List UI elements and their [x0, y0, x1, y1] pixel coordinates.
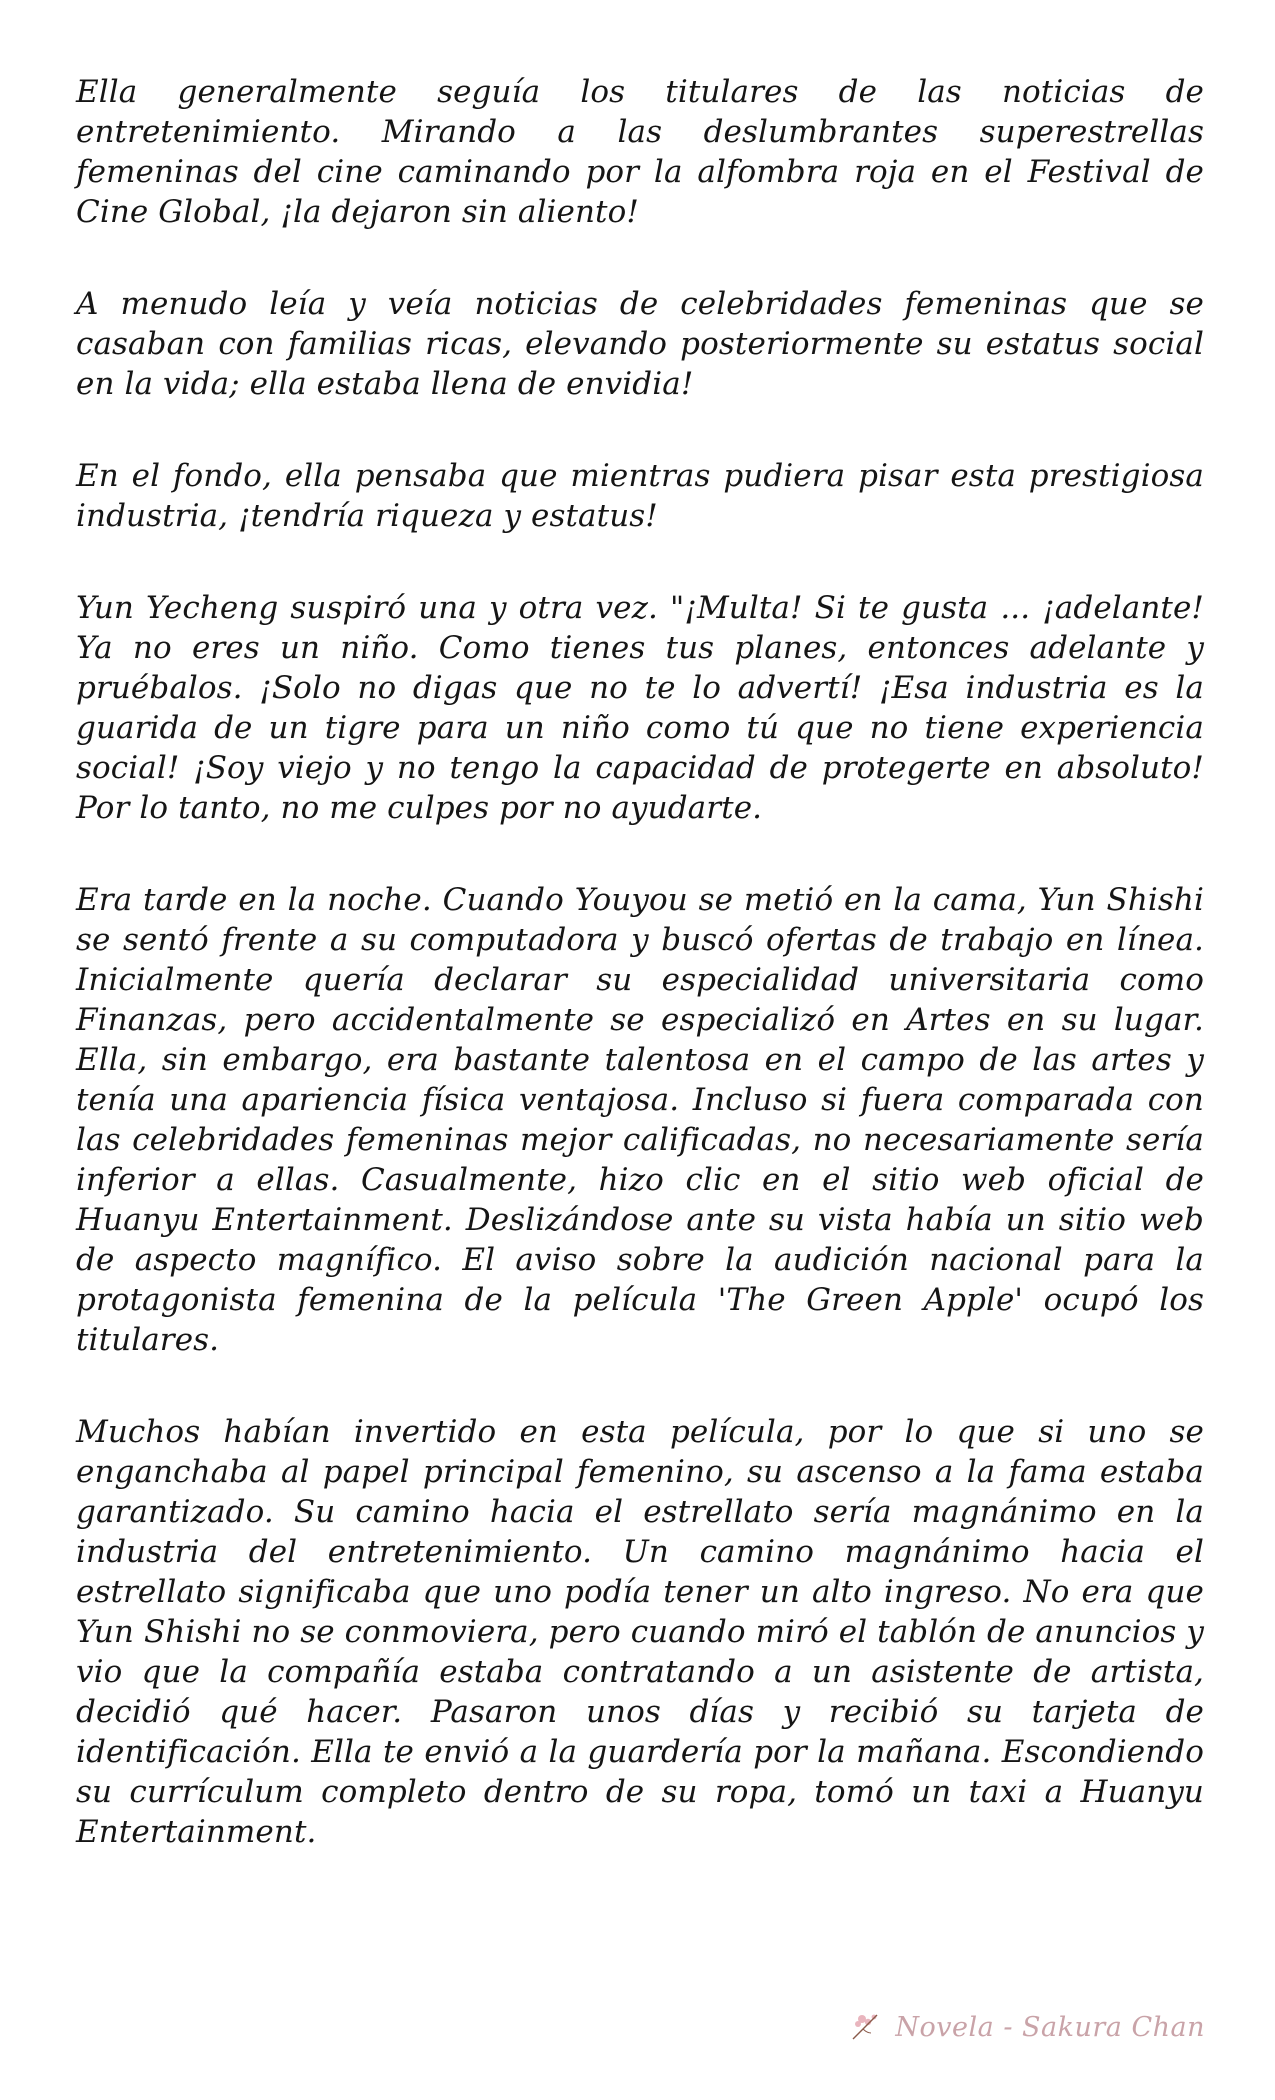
paragraph-2: A menudo leía y veía noticias de celebridades femeninas que se casaban con familias ricas, elevando posteriormente su estatus social en la vida; ella estaba llena de envidia!: [76, 286, 1204, 402]
sakura-flower-icon: [849, 2009, 885, 2045]
paragraph-1: Ella generalmente seguía los titulares de las noticias de entretenimiento. Mirando a las deslumbrantes superestrellas femeninas del cine caminando por la alfombra roja en el Festival de Cine Global, ¡la dejaron sin aliento!: [76, 74, 1204, 230]
paragraph-5: Era tarde en la noche. Cuando Youyou se metió en la cama, Yun Shishi se sentó frente a su computadora y buscó ofertas de trabajo en línea. Inicialmente quería declarar su especialidad universitaria como Finanzas, pero accidentalmente se especializó en Artes en su lugar. Ella, sin embargo, era bastante talentosa en el campo de las artes y tenía una apariencia física ventajosa. Incluso si fuera comparada con las celebridades femeninas mejor calificadas, no necesariamente sería inferior a ellas. Casualmente, hizo clic en el sitio web oficial de Huanyu Entertainment. Deslizándose ante su vista había un sitio web de aspecto magnífico. El aviso sobre la audición nacional para la protagonista femenina de la película 'The Green Apple' ocupó los titulares.: [76, 882, 1204, 1358]
paragraph-6: Muchos habían invertido en esta película, por lo que si uno se enganchaba al papel principal femenino, su ascenso a la fama estaba garantizado. Su camino hacia el estrellato sería magnánimo en la industria del entretenimiento. Un camino magnánimo hacia el estrellato significaba que uno podía tener un alto ingreso. No era que Yun Shishi no se conmoviera, pero cuando miró el tablón de anuncios y vio que la compañía estaba contratando a un asistente de artista, decidió qué hacer. Pasaron unos días y recibió su tarjeta de identificación. Ella te envió a la guardería por la mañana. Escondiendo su currículum completo dentro de su ropa, tomó un taxi a Huanyu Entertainment.: [76, 1414, 1204, 1850]
paragraph-3: En el fondo, ella pensaba que mientras pudiera pisar esta prestigiosa industria, ¡tendría riqueza y estatus!: [76, 458, 1204, 534]
watermark: [849, 2009, 1205, 2045]
document-body: [76, 72, 1204, 1904]
watermark-text: Novela - Sakura Chan: [895, 2011, 1205, 2043]
paragraph-4: Yun Yecheng suspiró una y otra vez. "¡Multa! Si te gusta ... ¡adelante! Ya no eres un niño. Como tienes tus planes, entonces adelante y pruébalos. ¡Solo no digas que no te lo advertí! ¡Esa industria es la guarida de un tigre para un niño como tú que no tiene experiencia social! ¡Soy viejo y no tengo la capacidad de protegerte en absoluto! Por lo tanto, no me culpes por no ayudarte.: [76, 590, 1204, 826]
